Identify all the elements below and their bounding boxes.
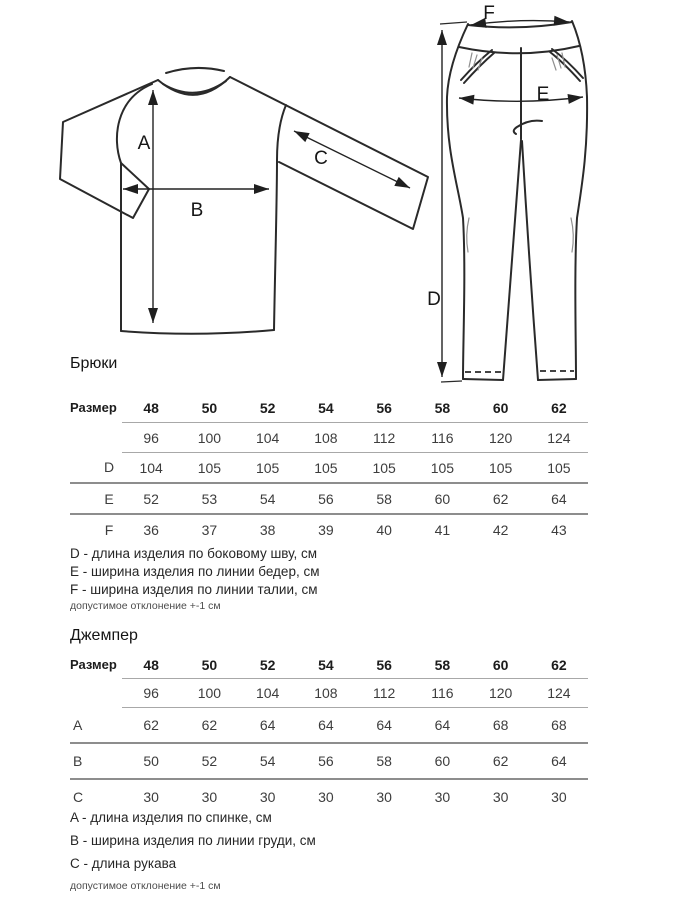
dim-label-d: D bbox=[427, 289, 441, 310]
row-label-cell: E bbox=[70, 483, 122, 514]
value-cell: 104 bbox=[122, 453, 180, 484]
trousers-fly-mark bbox=[514, 121, 542, 134]
value-cell: 64 bbox=[413, 708, 471, 744]
value-cell: 96 bbox=[122, 423, 180, 453]
trousers-left-knee-crease bbox=[467, 218, 469, 252]
value-cell: 54 bbox=[239, 483, 297, 514]
value-cell: 58 bbox=[355, 483, 413, 514]
size-cell: 48 bbox=[122, 651, 180, 679]
jumper-tolerance-note: допустимое отклонение +-1 см bbox=[70, 880, 221, 892]
size-cell: 54 bbox=[297, 393, 355, 423]
row-label-cell: A bbox=[70, 708, 122, 744]
size-cell: 48 bbox=[122, 393, 180, 423]
jumper-hem bbox=[121, 330, 274, 334]
garment-drawings bbox=[0, 0, 675, 392]
size-cell: 56 bbox=[355, 393, 413, 423]
value-cell: 36 bbox=[143, 521, 159, 538]
size-cell: 52 bbox=[239, 651, 297, 679]
value-cell: 124 bbox=[530, 679, 588, 708]
jumper-size-table bbox=[70, 651, 588, 814]
value-cell: 112 bbox=[355, 679, 413, 708]
row-label-cell: B bbox=[70, 743, 122, 779]
value-cell: 64 bbox=[355, 708, 413, 744]
value-cell: 43 bbox=[551, 521, 567, 538]
trousers-sketch bbox=[427, 3, 587, 382]
size-cell: 60 bbox=[472, 651, 530, 679]
value-cell: 30 bbox=[201, 789, 218, 805]
size-cell: 60 bbox=[472, 393, 530, 423]
value-cell: 120 bbox=[472, 679, 530, 708]
dim-label-b: B bbox=[190, 200, 204, 221]
size-header-label: Размер bbox=[70, 657, 117, 673]
value-cell: 105 bbox=[297, 453, 355, 484]
trousers-right-hem bbox=[538, 379, 576, 380]
size-cell: 62 bbox=[530, 393, 588, 423]
value-cell: 30 bbox=[143, 789, 159, 805]
trousers-left-inseam bbox=[503, 140, 521, 380]
value-cell: 120 bbox=[472, 423, 530, 453]
row-label-cell bbox=[70, 423, 122, 453]
value-cell: 108 bbox=[297, 423, 355, 453]
value-cell: 53 bbox=[180, 483, 238, 514]
measure-row bbox=[70, 423, 588, 453]
size-cell: 56 bbox=[355, 651, 413, 679]
trousers-right-knee-crease bbox=[571, 218, 573, 252]
jumper-legend bbox=[70, 806, 316, 875]
value-cell: 100 bbox=[180, 423, 238, 453]
size-header-row bbox=[70, 393, 588, 423]
size-header-label: Размер bbox=[70, 400, 117, 416]
measure-row bbox=[70, 679, 588, 708]
section-title-jumper: Джемпер bbox=[70, 627, 138, 644]
value-cell: 105 bbox=[239, 453, 297, 484]
value-cell: 52 bbox=[122, 483, 180, 514]
value-cell: 62 bbox=[472, 483, 530, 514]
jumper-sketch bbox=[60, 68, 428, 334]
value-cell: 96 bbox=[122, 679, 180, 708]
value-cell: 56 bbox=[297, 483, 355, 514]
value-cell: 52 bbox=[180, 743, 238, 779]
trousers-left-pocket bbox=[461, 50, 492, 80]
value-cell: 105 bbox=[530, 453, 588, 484]
size-cell: 50 bbox=[180, 393, 238, 423]
legend-line: B - ширина изделия по линии груди, см bbox=[70, 833, 316, 848]
measure-row bbox=[70, 708, 588, 744]
value-cell: 68 bbox=[530, 708, 588, 744]
trousers-legend bbox=[70, 545, 319, 599]
value-cell: 60 bbox=[413, 743, 471, 779]
value-cell: 112 bbox=[355, 423, 413, 453]
legend-line: D - длина изделия по боковому шву, см bbox=[70, 546, 318, 561]
value-cell: 116 bbox=[413, 423, 471, 453]
size-cell: 52 bbox=[239, 393, 297, 423]
section-title-trousers: Брюки bbox=[70, 355, 118, 372]
size-cell: 54 bbox=[297, 651, 355, 679]
jumper-backneck-line bbox=[166, 68, 224, 73]
row-label-cell: D bbox=[70, 453, 122, 484]
legend-line: E - ширина изделия по линии бедер, см bbox=[70, 564, 320, 579]
trousers-left-hem bbox=[463, 379, 503, 380]
value-cell: 64 bbox=[297, 708, 355, 744]
size-cell: 62 bbox=[530, 651, 588, 679]
value-cell: 62 bbox=[122, 708, 180, 744]
size-cell: 50 bbox=[180, 651, 238, 679]
measure-row bbox=[70, 514, 588, 544]
jumper-right-sleeve bbox=[230, 77, 428, 229]
value-cell: 50 bbox=[122, 743, 180, 779]
value-cell: 56 bbox=[297, 743, 355, 779]
legend-line: F - ширина изделия по линии талии, см bbox=[70, 582, 318, 597]
trousers-size-table bbox=[70, 393, 588, 544]
dim-label-c: C bbox=[314, 148, 328, 169]
value-cell: 68 bbox=[472, 708, 530, 744]
value-cell: 64 bbox=[239, 708, 297, 744]
value-cell: 108 bbox=[297, 679, 355, 708]
size-cell: 58 bbox=[413, 393, 471, 423]
value-cell: 105 bbox=[413, 453, 471, 484]
value-cell: 30 bbox=[259, 789, 276, 805]
value-cell: 41 bbox=[434, 521, 451, 538]
dim-label-f: F bbox=[483, 3, 495, 24]
jumper-collar-inner bbox=[163, 81, 226, 93]
value-cell: 105 bbox=[180, 453, 238, 484]
value-cell: 42 bbox=[492, 521, 509, 538]
value-cell: 54 bbox=[239, 743, 297, 779]
value-cell: 105 bbox=[355, 453, 413, 484]
size-header-row bbox=[70, 651, 588, 679]
value-cell: 100 bbox=[180, 679, 238, 708]
dim-label-e: E bbox=[536, 84, 550, 105]
value-cell: 30 bbox=[318, 789, 334, 805]
value-cell: 104 bbox=[239, 423, 297, 453]
trousers-tolerance-note: допустимое отклонение +-1 см bbox=[70, 600, 221, 612]
value-cell: 64 bbox=[530, 483, 588, 514]
value-cell: 38 bbox=[259, 521, 276, 538]
value-cell: 60 bbox=[413, 483, 471, 514]
value-cell: 30 bbox=[434, 789, 451, 805]
value-cell: 62 bbox=[472, 743, 530, 779]
trousers-left-seam bbox=[447, 24, 468, 379]
value-cell: 64 bbox=[530, 743, 588, 779]
value-cell: 37 bbox=[201, 521, 218, 538]
measure-row bbox=[70, 453, 588, 484]
value-cell: 105 bbox=[472, 453, 530, 484]
row-label-cell bbox=[70, 679, 122, 708]
value-cell: 39 bbox=[318, 521, 334, 538]
legend-line: A - длина изделия по спинке, см bbox=[70, 810, 272, 825]
row-label-cell: F bbox=[104, 521, 114, 538]
value-cell: 40 bbox=[376, 521, 392, 538]
trousers-right-inseam bbox=[522, 141, 538, 380]
dim-label-a: A bbox=[137, 133, 151, 154]
jumper-right-side bbox=[274, 105, 286, 330]
value-cell: 30 bbox=[492, 789, 509, 805]
value-cell: 30 bbox=[376, 789, 392, 805]
value-cell: 104 bbox=[239, 679, 297, 708]
value-cell: 116 bbox=[413, 679, 471, 708]
trousers-right-pocket bbox=[552, 49, 583, 78]
legend-line: C - длина рукава bbox=[70, 856, 177, 871]
value-cell: 124 bbox=[530, 423, 588, 453]
trousers-waistband bbox=[459, 46, 579, 53]
value-cell: 62 bbox=[180, 708, 238, 744]
measure-row bbox=[70, 483, 588, 514]
value-cell: 58 bbox=[355, 743, 413, 779]
value-cell: 30 bbox=[551, 789, 567, 805]
row-label-cell: C bbox=[73, 789, 84, 805]
size-cell: 58 bbox=[413, 651, 471, 679]
measure-row bbox=[70, 743, 588, 779]
